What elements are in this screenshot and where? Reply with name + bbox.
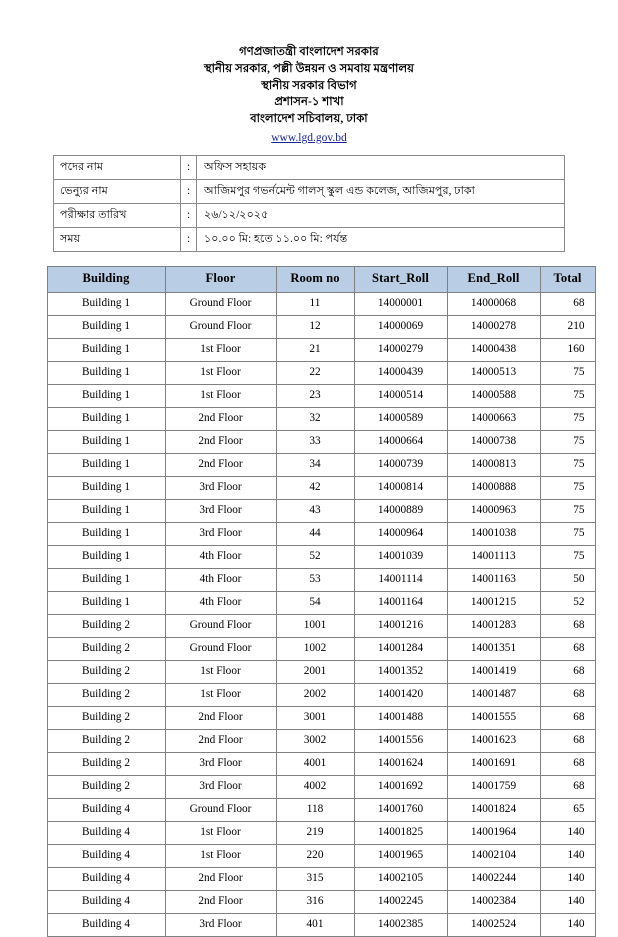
cell-building: Building 2 [47, 706, 165, 729]
cell-room-no: 401 [276, 913, 354, 936]
cell-total: 75 [540, 453, 595, 476]
cell-floor: 3rd Floor [165, 499, 276, 522]
cell-end-roll: 14001351 [447, 637, 540, 660]
seat-plan-body [47, 292, 595, 936]
cell-end-roll: 14000813 [447, 453, 540, 476]
cell-room-no: 2002 [276, 683, 354, 706]
table-row [47, 476, 595, 499]
cell-floor: 3rd Floor [165, 476, 276, 499]
table-row [47, 384, 595, 407]
cell-room-no: 3001 [276, 706, 354, 729]
cell-end-roll: 14002384 [447, 890, 540, 913]
info-row [54, 227, 565, 251]
exam-info-section [53, 155, 565, 252]
cell-start-roll: 14000001 [354, 292, 447, 315]
cell-room-no: 4002 [276, 775, 354, 798]
table-row [47, 338, 595, 361]
cell-start-roll: 14001624 [354, 752, 447, 775]
cell-end-roll: 14000888 [447, 476, 540, 499]
cell-total: 68 [540, 706, 595, 729]
cell-building: Building 1 [47, 591, 165, 614]
cell-start-roll: 14001039 [354, 545, 447, 568]
info-label: পদের নাম [54, 155, 181, 179]
cell-room-no: 42 [276, 476, 354, 499]
cell-end-roll: 14000663 [447, 407, 540, 430]
cell-start-roll: 14000439 [354, 361, 447, 384]
column-header-room-no: Room no [276, 266, 354, 292]
cell-floor: 2nd Floor [165, 706, 276, 729]
cell-building: Building 4 [47, 821, 165, 844]
cell-total: 50 [540, 568, 595, 591]
cell-building: Building 1 [47, 384, 165, 407]
info-value: অফিস সহায়ক [197, 155, 565, 179]
cell-end-roll: 14001038 [447, 522, 540, 545]
cell-total: 68 [540, 775, 595, 798]
info-colon: : [181, 203, 197, 227]
info-label: পরীক্ষার তারিখ [54, 203, 181, 227]
cell-start-roll: 14001760 [354, 798, 447, 821]
cell-building: Building 2 [47, 614, 165, 637]
cell-end-roll: 14000513 [447, 361, 540, 384]
table-row [47, 729, 595, 752]
cell-end-roll: 14000438 [447, 338, 540, 361]
cell-floor: 1st Floor [165, 338, 276, 361]
cell-start-roll: 14000589 [354, 407, 447, 430]
cell-total: 68 [540, 637, 595, 660]
cell-start-roll: 14002245 [354, 890, 447, 913]
cell-total: 68 [540, 752, 595, 775]
cell-start-roll: 14000964 [354, 522, 447, 545]
cell-floor: 4th Floor [165, 545, 276, 568]
cell-total: 65 [540, 798, 595, 821]
cell-floor: Ground Floor [165, 292, 276, 315]
cell-building: Building 4 [47, 844, 165, 867]
table-row [47, 453, 595, 476]
cell-building: Building 1 [47, 476, 165, 499]
header-row [47, 266, 595, 292]
cell-room-no: 316 [276, 890, 354, 913]
cell-room-no: 220 [276, 844, 354, 867]
letterhead-line-3: স্থানীয় সরকার বিভাগ [261, 79, 357, 92]
cell-building: Building 2 [47, 683, 165, 706]
cell-building: Building 1 [47, 568, 165, 591]
cell-total: 140 [540, 890, 595, 913]
cell-room-no: 11 [276, 292, 354, 315]
cell-room-no: 12 [276, 315, 354, 338]
column-header-floor: Floor [165, 266, 276, 292]
cell-room-no: 1002 [276, 637, 354, 660]
info-label: সময় [54, 227, 181, 251]
cell-building: Building 1 [47, 292, 165, 315]
cell-room-no: 3002 [276, 729, 354, 752]
cell-floor: 1st Floor [165, 844, 276, 867]
cell-building: Building 4 [47, 913, 165, 936]
table-row [47, 361, 595, 384]
cell-building: Building 1 [47, 315, 165, 338]
cell-end-roll: 14002524 [447, 913, 540, 936]
cell-total: 140 [540, 844, 595, 867]
cell-building: Building 2 [47, 752, 165, 775]
cell-start-roll: 14001352 [354, 660, 447, 683]
cell-room-no: 53 [276, 568, 354, 591]
cell-room-no: 52 [276, 545, 354, 568]
cell-floor: Ground Floor [165, 637, 276, 660]
info-label: ভেন্যুর নাম [54, 179, 181, 203]
cell-floor: 3rd Floor [165, 522, 276, 545]
table-row [47, 660, 595, 683]
table-row [47, 315, 595, 338]
cell-room-no: 54 [276, 591, 354, 614]
cell-total: 75 [540, 499, 595, 522]
table-row [47, 522, 595, 545]
cell-total: 68 [540, 729, 595, 752]
cell-total: 75 [540, 522, 595, 545]
cell-end-roll: 14001964 [447, 821, 540, 844]
cell-room-no: 21 [276, 338, 354, 361]
table-row [47, 798, 595, 821]
cell-building: Building 1 [47, 407, 165, 430]
table-row [47, 499, 595, 522]
cell-room-no: 2001 [276, 660, 354, 683]
letterhead-line-1: গণপ্রজাতন্ত্রী বাংলাদেশ সরকার [239, 46, 379, 58]
cell-start-roll: 14001114 [354, 568, 447, 591]
cell-end-roll: 14001283 [447, 614, 540, 637]
cell-total: 52 [540, 591, 595, 614]
cell-total: 140 [540, 867, 595, 890]
cell-building: Building 2 [47, 637, 165, 660]
cell-start-roll: 14000069 [354, 315, 447, 338]
cell-building: Building 1 [47, 522, 165, 545]
cell-end-roll: 14001419 [447, 660, 540, 683]
seat-plan-section [47, 266, 585, 937]
cell-start-roll: 14001488 [354, 706, 447, 729]
cell-building: Building 1 [47, 499, 165, 522]
cell-building: Building 4 [47, 867, 165, 890]
cell-total: 75 [540, 384, 595, 407]
table-row [47, 706, 595, 729]
table-row [47, 614, 595, 637]
lgd-website-link[interactable]: www.lgd.gov.bd [271, 131, 347, 144]
cell-floor: 2nd Floor [165, 453, 276, 476]
cell-floor: 4th Floor [165, 591, 276, 614]
cell-end-roll: 14001215 [447, 591, 540, 614]
cell-total: 75 [540, 361, 595, 384]
table-row [47, 752, 595, 775]
cell-floor: Ground Floor [165, 315, 276, 338]
cell-building: Building 2 [47, 775, 165, 798]
cell-start-roll: 14001420 [354, 683, 447, 706]
letterhead-line-2: স্থানীয় সরকার, পল্লী উন্নয়ন ও সমবায় মন্ত্রণালয় [203, 62, 415, 75]
cell-floor: 2nd Floor [165, 729, 276, 752]
cell-start-roll: 14002105 [354, 867, 447, 890]
cell-floor: Ground Floor [165, 798, 276, 821]
cell-building: Building 4 [47, 890, 165, 913]
cell-start-roll: 14000279 [354, 338, 447, 361]
cell-end-roll: 14001487 [447, 683, 540, 706]
cell-building: Building 1 [47, 430, 165, 453]
cell-floor: 1st Floor [165, 660, 276, 683]
exam-info-table [53, 155, 565, 252]
cell-floor: Ground Floor [165, 614, 276, 637]
cell-building: Building 2 [47, 729, 165, 752]
column-header-total: Total [540, 266, 595, 292]
cell-floor: 1st Floor [165, 361, 276, 384]
info-colon: : [181, 227, 197, 251]
cell-start-roll: 14001284 [354, 637, 447, 660]
cell-end-roll: 14001623 [447, 729, 540, 752]
table-row [47, 844, 595, 867]
cell-floor: 3rd Floor [165, 752, 276, 775]
cell-building: Building 1 [47, 453, 165, 476]
column-header-building: Building [47, 266, 165, 292]
cell-start-roll: 14000664 [354, 430, 447, 453]
table-row [47, 775, 595, 798]
cell-end-roll: 14000588 [447, 384, 540, 407]
cell-building: Building 1 [47, 361, 165, 384]
cell-end-roll: 14000963 [447, 499, 540, 522]
table-row [47, 591, 595, 614]
cell-total: 210 [540, 315, 595, 338]
cell-room-no: 22 [276, 361, 354, 384]
cell-room-no: 4001 [276, 752, 354, 775]
cell-floor: 1st Floor [165, 683, 276, 706]
cell-floor: 3rd Floor [165, 913, 276, 936]
cell-end-roll: 14000278 [447, 315, 540, 338]
cell-start-roll: 14001825 [354, 821, 447, 844]
column-header-end-roll: End_Roll [447, 266, 540, 292]
info-colon: : [181, 179, 197, 203]
cell-floor: 2nd Floor [165, 407, 276, 430]
cell-end-roll: 14002244 [447, 867, 540, 890]
table-row [47, 407, 595, 430]
cell-end-roll: 14001824 [447, 798, 540, 821]
cell-room-no: 118 [276, 798, 354, 821]
info-value: আজিমপুর গভর্নমেন্ট গালস্ স্কুল এন্ড কলেজ, আজিমপুর, ঢাকা [197, 179, 565, 203]
cell-floor: 2nd Floor [165, 890, 276, 913]
cell-start-roll: 14000814 [354, 476, 447, 499]
cell-end-roll: 14000738 [447, 430, 540, 453]
letterhead-line-4: প্রশাসন-১ শাখা [274, 96, 344, 109]
cell-total: 68 [540, 660, 595, 683]
cell-room-no: 33 [276, 430, 354, 453]
cell-total: 140 [540, 821, 595, 844]
table-row [47, 430, 595, 453]
cell-start-roll: 14000739 [354, 453, 447, 476]
table-row [47, 568, 595, 591]
cell-start-roll: 14001692 [354, 775, 447, 798]
cell-total: 75 [540, 430, 595, 453]
table-row [47, 890, 595, 913]
cell-total: 68 [540, 614, 595, 637]
cell-building: Building 1 [47, 338, 165, 361]
seat-plan-header [47, 266, 595, 292]
table-row [47, 683, 595, 706]
cell-end-roll: 14002104 [447, 844, 540, 867]
cell-end-roll: 14001555 [447, 706, 540, 729]
cell-start-roll: 14001965 [354, 844, 447, 867]
cell-building: Building 2 [47, 660, 165, 683]
cell-total: 160 [540, 338, 595, 361]
info-value: ২৬/১২/২০২৫ [197, 203, 565, 227]
cell-floor: 2nd Floor [165, 867, 276, 890]
cell-start-roll: 14001216 [354, 614, 447, 637]
cell-end-roll: 14000068 [447, 292, 540, 315]
cell-end-roll: 14001163 [447, 568, 540, 591]
cell-total: 68 [540, 683, 595, 706]
cell-total: 75 [540, 545, 595, 568]
cell-room-no: 44 [276, 522, 354, 545]
column-header-start-roll: Start_Roll [354, 266, 447, 292]
cell-floor: 1st Floor [165, 821, 276, 844]
cell-end-roll: 14001113 [447, 545, 540, 568]
cell-building: Building 1 [47, 545, 165, 568]
table-row [47, 292, 595, 315]
cell-end-roll: 14001691 [447, 752, 540, 775]
cell-total: 75 [540, 476, 595, 499]
cell-start-roll: 14001556 [354, 729, 447, 752]
cell-room-no: 219 [276, 821, 354, 844]
info-row [54, 203, 565, 227]
table-row [47, 821, 595, 844]
cell-total: 75 [540, 407, 595, 430]
cell-start-roll: 14002385 [354, 913, 447, 936]
cell-room-no: 43 [276, 499, 354, 522]
table-row [47, 545, 595, 568]
cell-start-roll: 14000889 [354, 499, 447, 522]
cell-room-no: 315 [276, 867, 354, 890]
cell-building: Building 4 [47, 798, 165, 821]
info-value: ১০.০০ মি: হতে ১১.০০ মি: পর্যন্ত [197, 227, 565, 251]
cell-start-roll: 14001164 [354, 591, 447, 614]
info-colon: : [181, 155, 197, 179]
cell-room-no: 34 [276, 453, 354, 476]
letterhead-line-5: বাংলাদেশ সচিবালয়, ঢাকা [250, 113, 368, 126]
cell-room-no: 23 [276, 384, 354, 407]
cell-total: 68 [540, 292, 595, 315]
cell-floor: 2nd Floor [165, 430, 276, 453]
cell-start-roll: 14000514 [354, 384, 447, 407]
cell-floor: 4th Floor [165, 568, 276, 591]
cell-room-no: 32 [276, 407, 354, 430]
table-row [47, 637, 595, 660]
cell-room-no: 1001 [276, 614, 354, 637]
cell-floor: 1st Floor [165, 384, 276, 407]
exam-info-body [54, 155, 565, 251]
info-row [54, 179, 565, 203]
cell-floor: 3rd Floor [165, 775, 276, 798]
cell-end-roll: 14001759 [447, 775, 540, 798]
cell-total: 140 [540, 913, 595, 936]
table-row [47, 913, 595, 936]
table-row [47, 867, 595, 890]
letterhead [0, 0, 618, 146]
seat-plan-table [47, 266, 596, 937]
info-row [54, 155, 565, 179]
